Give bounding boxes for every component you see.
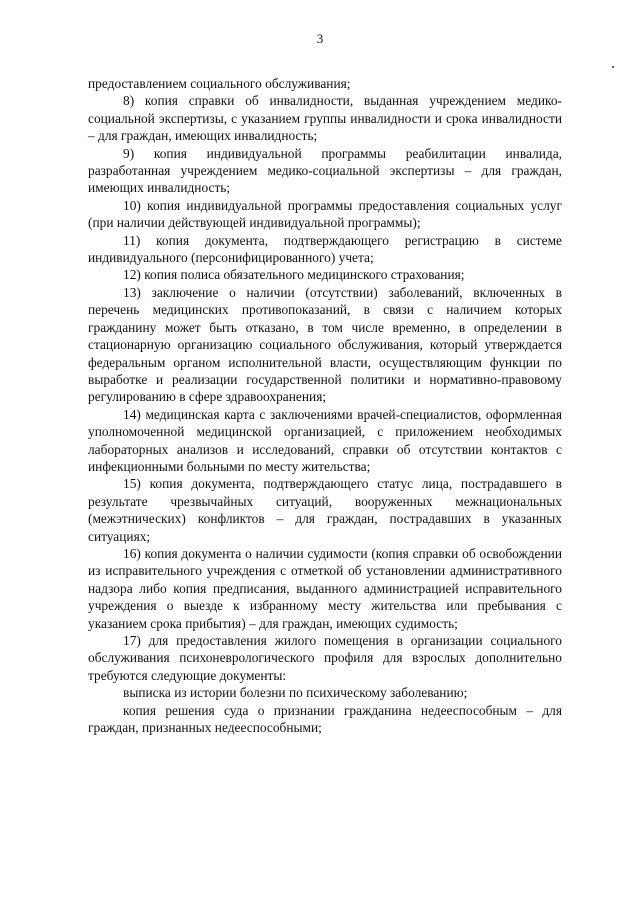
paragraph-item-10: 10) копия индивидуальной программы предоставления социальных услуг (при наличии действующей индивидуальной программы); <box>88 197 562 231</box>
scan-speck <box>612 66 614 68</box>
paragraph-item-14: 14) медицинская карта с заключениями врачей-специалистов, оформленная уполномоченной медицинской организацией, с приложением необходимых лабораторных анализов и исследований, справки об отсутствии контактов с инфекционными больными по месту жительства; <box>88 406 562 474</box>
paragraph-item-9: 9) копия индивидуальной программы реабилитации инвалида, разработанная учреждением медико-социальной экспертизы – для граждан, имеющих инвалидность; <box>88 145 562 196</box>
paragraph-subitem-court-decision: копия решения суда о признании гражданина недееспособным – для граждан, признанных недееспособными; <box>88 702 562 736</box>
document-body <box>88 75 562 736</box>
paragraph-item-15: 15) копия документа, подтверждающего статус лица, пострадавшего в результате чрезвычайных ситуаций, вооруженных межнациональных (межэтнических) конфликтов – для граждан, пострадавших в указанных ситуациях; <box>88 476 562 544</box>
paragraph-item-12: 12) копия полиса обязательного медицинского страхования; <box>123 267 465 283</box>
paragraph-item-16: 16) копия документа о наличии судимости (копия справки об освобождении из исправительного учреждения с отметкой об установлении административного надзора либо копия предписания, выданного администрацией исправительного учреждения о выезде к избранному месту жительства или пребывания с указанием срока прибытия) – для граждан, имеющих судимость; <box>88 545 562 631</box>
paragraph-item-13: 13) заключение о наличии (отсутствии) заболеваний, включенных в перечень медицинских противопоказаний, в связи с наличием которых гражданину может быть отказано, в том числе временно, в определении в стационарную организацию социального обслуживания, который утверждается федеральным органом исполнительной власти, осуществляющим функции по выработке и реализации государственной политики и нормативно-правовому регулированию в сфере здравоохранения; <box>88 284 562 405</box>
paragraph-continuation: предоставлением социального обслуживания; <box>88 76 351 91</box>
page-number: 3 <box>316 31 324 46</box>
paragraph-item-11: 11) копия документа, подтверждающего регистрацию в системе индивидуального (персонифицированного) учета; <box>88 232 562 266</box>
paragraph-subitem-extract: выписка из истории болезни по психическому заболеванию; <box>123 685 468 701</box>
paragraph-item-8: 8) копия справки об инвалидности, выданная учреждением медико-социальной экспертизы, с указанием группы инвалидности и срока инвалидности – для граждан, имеющих инвалидность; <box>88 93 562 144</box>
paragraph-item-17: 17) для предоставления жилого помещения в организации социального обслуживания психоневрологического профиля для взрослых дополнительно требуются следующие документы: <box>88 633 562 683</box>
